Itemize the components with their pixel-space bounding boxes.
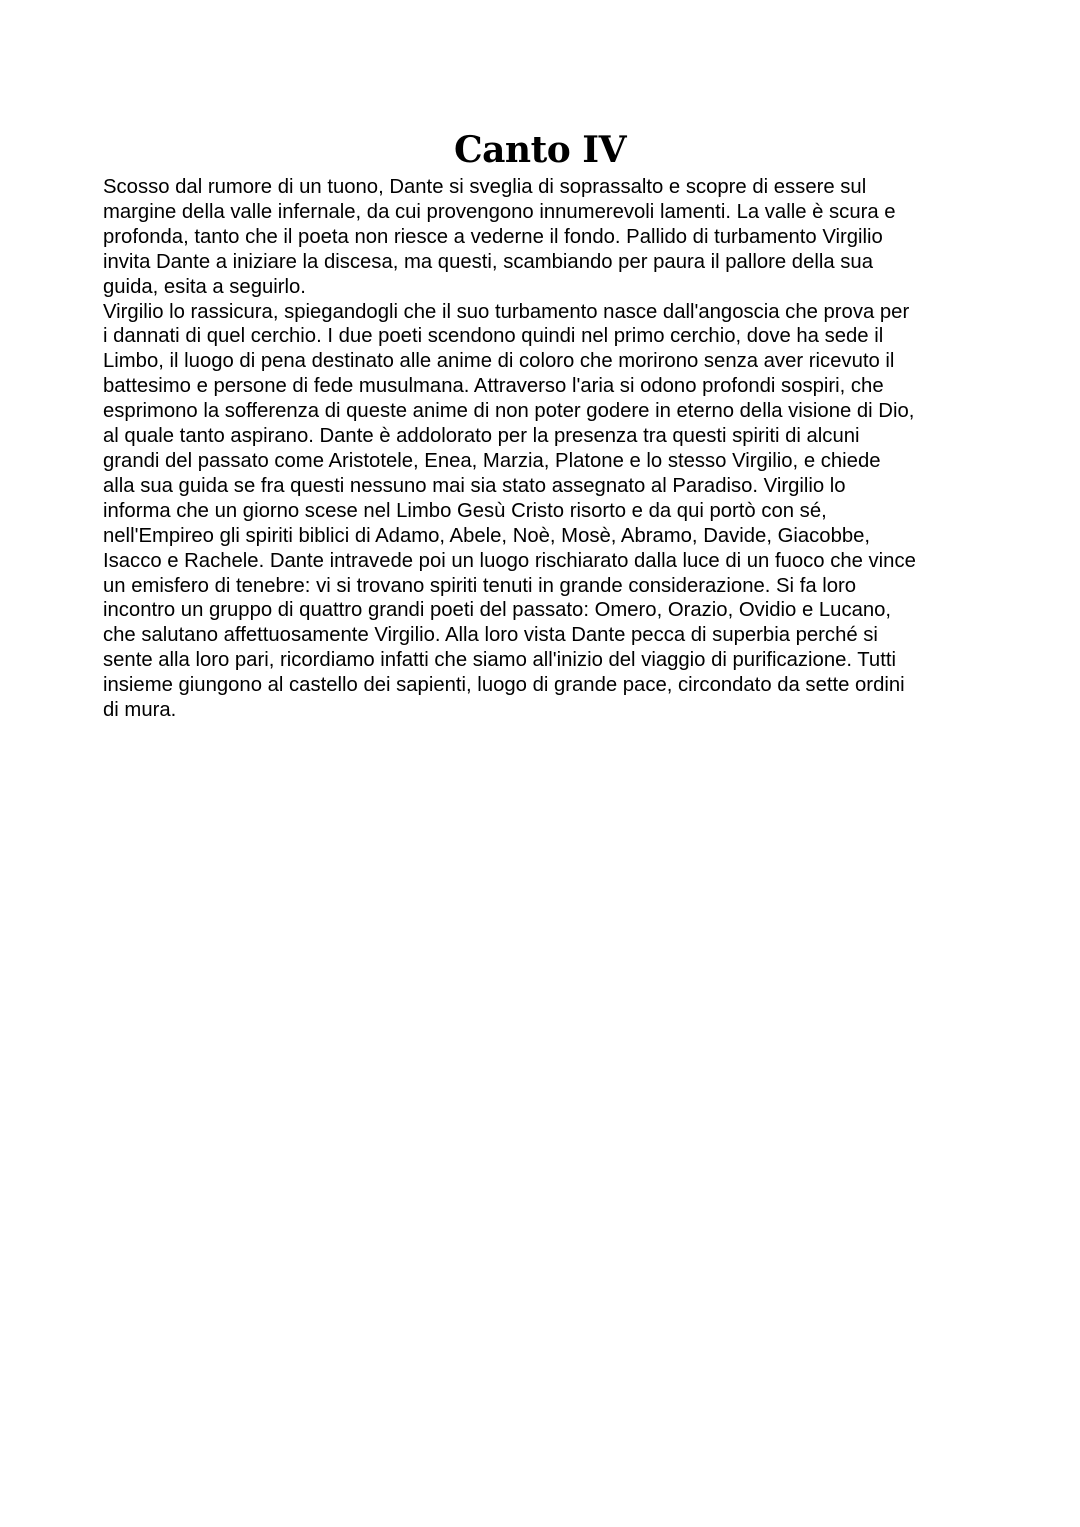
text-line: profonda, tanto che il poeta non riesce a vederne il fondo. Pallido di turbamento Virgilio bbox=[103, 225, 883, 248]
text-line: guida, esita a seguirlo. bbox=[103, 275, 306, 298]
text-line: che salutano affettuosamente Virgilio. Alla loro vista Dante pecca di superbia perché si bbox=[103, 624, 878, 647]
text-line: invita Dante a iniziare la discesa, ma questi, scambiando per paura il pallore della sua bbox=[103, 250, 873, 273]
text-line: battesimo e persone di fede musulmana. Attraverso l'aria si odono profondi sospiri, che bbox=[103, 375, 884, 398]
text-line: al quale tanto aspirano. Dante è addolorato per la presenza tra questi spiriti di alcuni bbox=[103, 425, 860, 448]
text-line: insieme giungono al castello dei sapienti, luogo di grande pace, circondato da sette ordini bbox=[103, 674, 905, 697]
text-line: i dannati di quel cerchio. I due poeti scendono quindi nel primo cerchio, dove ha sede il bbox=[103, 325, 884, 348]
text-line: nell'Empireo gli spiriti biblici di Adamo, Abele, Noè, Mosè, Abramo, Davide, Giacobbe, bbox=[103, 524, 871, 547]
text-line: esprimono la sofferenza di queste anime di non poter godere in eterno della visione di Dio, bbox=[103, 400, 915, 423]
text-line: Scosso dal rumore di un tuono, Dante si sveglia di soprassalto e scopre di essere sul bbox=[103, 176, 867, 198]
text-line: margine della valle infernale, da cui provengono innumerevoli lamenti. La valle è scura e bbox=[103, 200, 896, 223]
text-line: grandi del passato come Aristotele, Enea, Marzia, Platone e lo stesso Virgilio, e chiede bbox=[103, 449, 881, 472]
page-title: Canto IV bbox=[453, 129, 627, 171]
text-line: un emisfero di tenebre: vi si trovano spiriti tenuti in grande considerazione. Si fa loro bbox=[103, 574, 857, 597]
text-line: informa che un giorno scese nel Limbo Gesù Cristo risorto e da qui portò con sé, bbox=[103, 499, 827, 522]
text-line: Virgilio lo rassicura, spiegandogli che il suo turbamento nasce dall'angoscia che prova per bbox=[103, 300, 910, 323]
text-line: alla sua guida se fra questi nessuno mai sia stato assegnato al Paradiso. Virgilio lo bbox=[103, 474, 846, 497]
text-line: di mura. bbox=[103, 699, 177, 722]
text-line: Limbo, il luogo di pena destinato alle anime di coloro che morirono senza aver ricevuto il bbox=[103, 350, 895, 373]
text-line: sente alla loro pari, ricordiamo infatti che siamo all'inizio del viaggio di purificazione. Tutti bbox=[103, 649, 896, 672]
text-line: incontro un gruppo di quattro grandi poeti del passato: Omero, Orazio, Ovidio e Lucano, bbox=[103, 599, 892, 622]
body-paragraph bbox=[103, 175, 993, 723]
text-line: Isacco e Rachele. Dante intravede poi un luogo rischiarato dalla luce di un fuoco che vince bbox=[103, 549, 916, 572]
